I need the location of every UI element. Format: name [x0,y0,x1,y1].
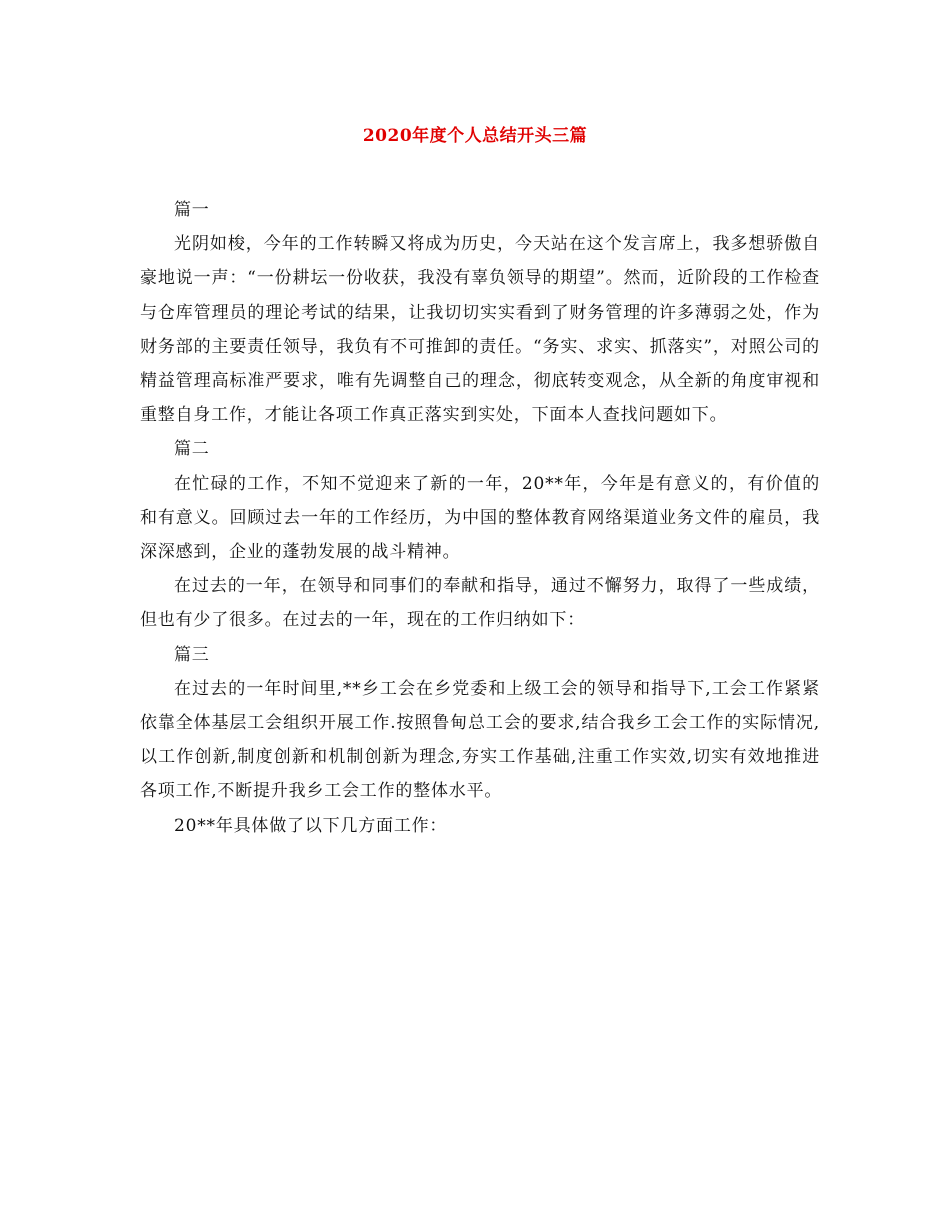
paragraph-4: 在过去的一年时间里,**乡工会在乡党委和上级工会的领导和指导下,工会工作紧紧依靠全体基层工会组织开展工作.按照鲁甸总工会的要求,结合我乡工会工作的实际情况,以工作创新,制度创新和机制创新为理念,夯实工作基础,注重工作实效,切实有效地推进各项工作,不断提升我乡工会工作的整体水平。 [140,678,820,802]
section-heading-1: 篇一 [174,200,210,220]
paragraph-5: 20**年具体做了以下几方面工作： [174,815,448,836]
document-body [140,193,820,843]
document-title: 2020年度个人总结开头三篇 [362,126,588,146]
paragraph-1: 光阴如梭，今年的工作转瞬又将成为历史，今天站在这个发言席上，我多想骄傲自豪地说一声：“一份耕坛一份收获，我没有辜负领导的期望”。然而，近阶段的工作检查与仓库管理员的理论考试的结果，让我切切实实看到了财务管理的许多薄弱之处，作为财务部的主要责任领导，我负有不可推卸的责任。“务实、求实、抓落实”，对照公司的精益管理高标准严要求，唯有先调整自己的理念，彻底转变观念，从全新的角度审视和重整自身工作，才能让各项工作真正落实到实处，下面本人查找问题如下。 [140,234,820,426]
section-heading-3: 篇三 [174,644,210,665]
section-heading-2: 篇二 [174,439,210,460]
paragraph-3: 在过去的一年，在领导和同事们的奉献和指导，通过不懈努力，取得了一些成绩，但也有少了很多。在过去的一年，现在的工作归纳如下： [140,576,820,631]
paragraph-2: 在忙碌的工作，不知不觉迎来了新的一年，20**年，今年是有意义的，有价值的和有意义。回顾过去一年的工作经历，为中国的整体教育网络渠道业务文件的雇员，我深深感到，企业的蓬勃发展的战斗精神。 [140,473,820,563]
